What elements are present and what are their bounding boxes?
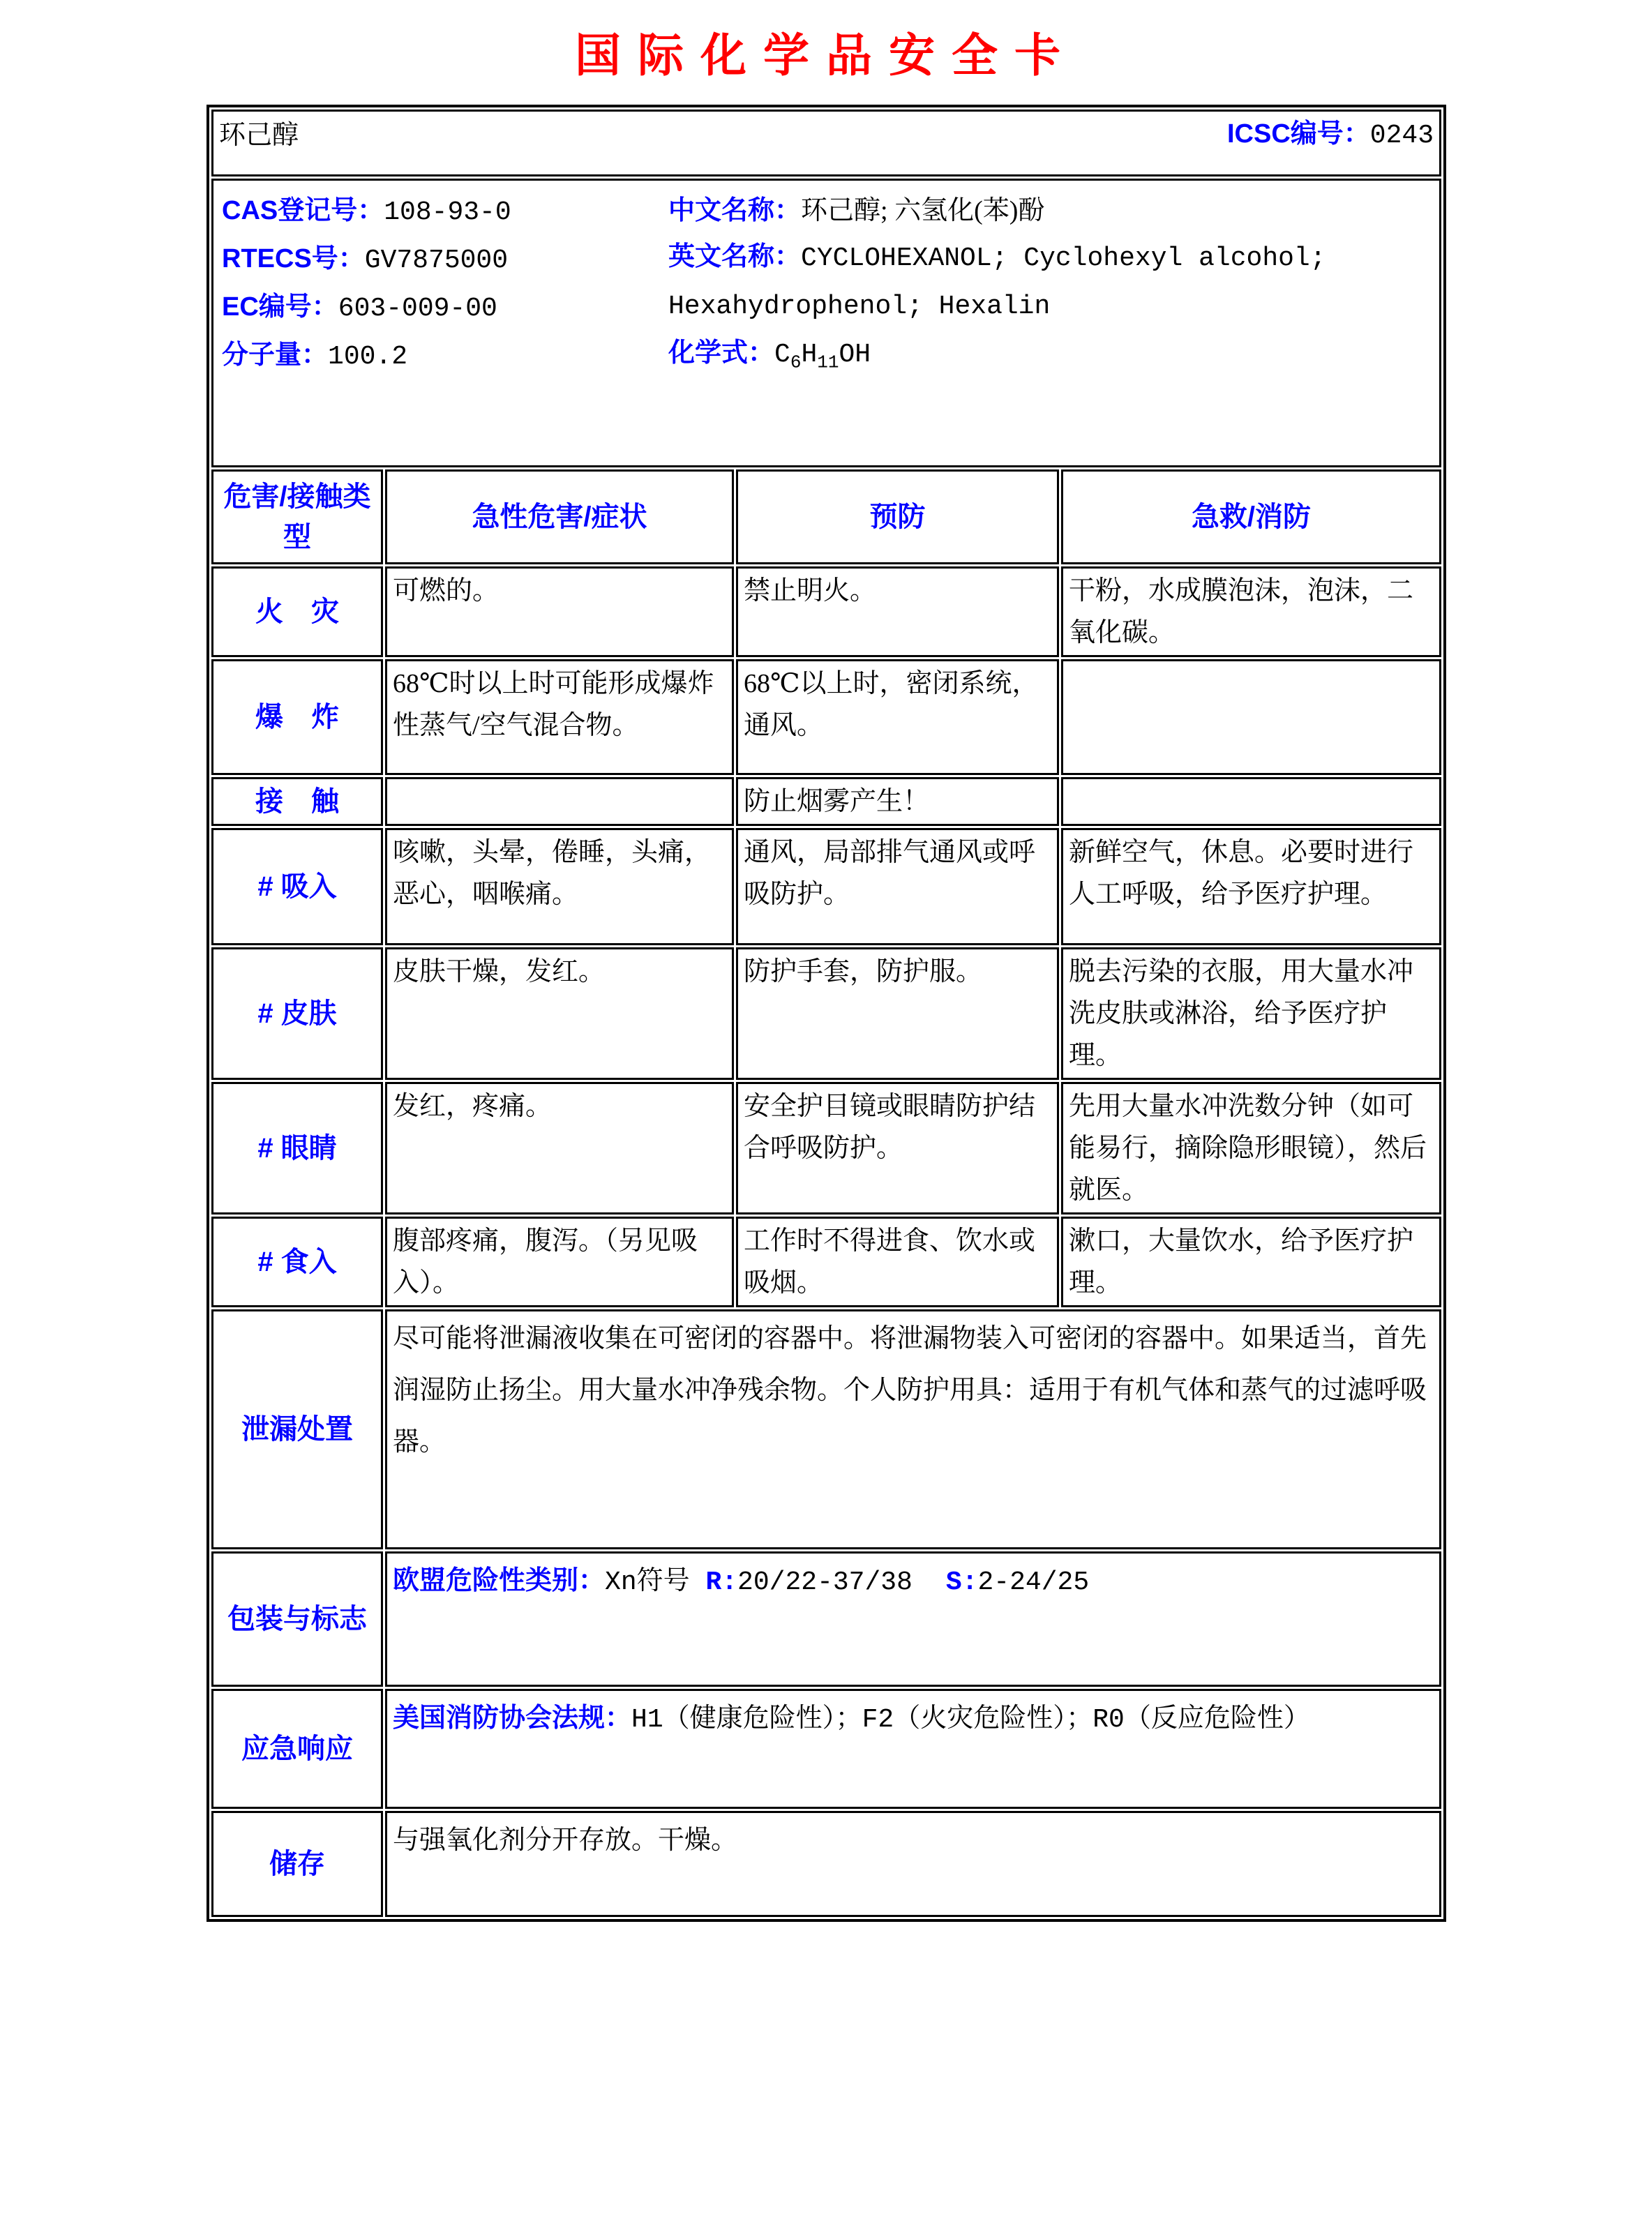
chemical-name: 环己醇 <box>219 120 299 150</box>
contact-prevention-cell: 防止烟雾产生！ <box>736 777 1059 826</box>
row-label-eyes: # 眼睛 <box>211 1082 383 1214</box>
skin-symptom-cell: 皮肤干燥，发红。 <box>385 947 734 1080</box>
formula-line <box>668 330 1432 378</box>
col-header-symptoms: 急性危害/症状 <box>385 469 734 564</box>
english-name-line <box>668 234 1432 330</box>
fire-symptom-cell: 可燃的。 <box>385 566 734 657</box>
chinese-name-value: 环己醇; 六氢化(苯)酚 <box>801 196 1045 225</box>
row-label-skin: # 皮肤 <box>211 947 383 1080</box>
xn-symbol: Xn符号 <box>605 1567 706 1597</box>
row-label-spill: 泄漏处置 <box>211 1309 383 1549</box>
ec-value: 603-009-00 <box>338 294 497 324</box>
formula-value: $C_6H_{11}OH$ <box>774 340 871 373</box>
table-row <box>211 1689 1441 1809</box>
icsc-number <box>1227 113 1434 157</box>
formula-label: 化学式： <box>668 338 775 368</box>
contact-symptom-cell <box>385 777 734 826</box>
row-label-emergency: 应急响应 <box>211 1689 383 1809</box>
row-label-ingestion: # 食入 <box>211 1217 383 1307</box>
table-row <box>211 947 1441 1080</box>
contact-firstaid-cell <box>1061 777 1441 826</box>
explosion-firstaid-cell <box>1061 659 1441 775</box>
inhalation-firstaid-cell: 新鲜空气，休息。必要时进行人工呼吸，给予医疗护理。 <box>1061 828 1441 945</box>
cas-label: CAS登记号： <box>222 196 384 225</box>
icsc-card-table <box>206 105 1446 1922</box>
row-label-inhalation: # 吸入 <box>211 828 383 945</box>
cas-line <box>222 188 511 236</box>
explosion-symptom-cell: 68℃时以上时可能形成爆炸性蒸气/空气混合物。 <box>385 659 734 775</box>
storage-content-cell: 与强氧化剂分开存放。干燥。 <box>385 1811 1441 1917</box>
nfpa-label: 美国消防协会法规： <box>393 1704 632 1733</box>
row-label-contact: 接 触 <box>211 777 383 826</box>
names-right-block <box>668 188 1432 378</box>
chinese-name-line <box>668 188 1432 234</box>
table-row <box>211 659 1441 775</box>
ingestion-firstaid-cell: 漱口，大量饮水，给予医疗护理。 <box>1061 1217 1441 1307</box>
table-row <box>211 828 1441 945</box>
chinese-name-label: 中文名称： <box>668 196 802 225</box>
ingestion-prevention-cell: 工作时不得进食、饮水或吸烟。 <box>736 1217 1059 1307</box>
rtecs-line <box>222 236 511 284</box>
explosion-prevention-cell: 68℃以上时，密闭系统，通风。 <box>736 659 1059 775</box>
row-label-fire: 火 灾 <box>211 566 383 657</box>
page-title: 国际化学品安全卡 <box>575 28 1077 82</box>
cas-value: 108-93-0 <box>384 197 511 227</box>
icsc-number-label: ICSC编号： <box>1226 119 1370 149</box>
table-header-row <box>211 469 1441 564</box>
fire-firstaid-cell: 干粉，水成膜泡沫，泡沫，二氧化碳。 <box>1061 566 1441 657</box>
ingestion-symptom-cell: 腹部疼痛，腹泻。（另见吸入）。 <box>385 1217 734 1307</box>
r-phrases-label: R: <box>705 1567 738 1597</box>
table-row <box>211 1309 1441 1549</box>
emergency-content-cell <box>385 1689 1441 1809</box>
table-row <box>211 566 1441 657</box>
spill-content-cell: 尽可能将泄漏液收集在可密闭的容器中。将泄漏物装入可密闭的容器中。如果适当，首先润湿防止扬尘。用大量水冲净残余物。个人防护用具：适用于有机气体和蒸气的过滤呼吸器。 <box>385 1309 1441 1549</box>
mw-label: 分子量： <box>222 340 329 370</box>
col-header-prevention: 预防 <box>736 469 1059 564</box>
eyes-prevention-cell: 安全护目镜或眼睛防护结合呼吸防护。 <box>736 1082 1059 1214</box>
table-row <box>211 1082 1441 1214</box>
row-label-packaging: 包装与标志 <box>211 1551 383 1687</box>
skin-prevention-cell: 防护手套，防护服。 <box>736 947 1059 1080</box>
table-row <box>211 1811 1441 1917</box>
nfpa-value: H1（健康危险性）；F2（火灾危险性）；R0（反应危险性） <box>631 1705 1310 1735</box>
rtecs-value: GV7875000 <box>364 246 509 276</box>
col-header-hazard-type: 危害/接触类型 <box>211 469 383 564</box>
english-name-label: 英文名称： <box>668 242 802 271</box>
mw-line <box>222 332 511 380</box>
english-name-value: CYCLOHEXANOL; Cyclohexyl alcohol; Hexahydrophenol; Hexalin <box>668 243 1326 322</box>
row-label-explosion: 爆 炸 <box>211 659 383 775</box>
rtecs-label: RTECS号： <box>222 244 365 273</box>
s-phrases-value: 2-24/25 <box>977 1567 1090 1597</box>
s-phrases-label: S: <box>945 1567 978 1597</box>
ec-label: EC编号： <box>222 292 338 322</box>
row-label-storage: 储存 <box>211 1811 383 1917</box>
col-header-firstaid: 急救/消防 <box>1061 469 1441 564</box>
packaging-content-cell <box>385 1551 1441 1687</box>
inhalation-symptom-cell: 咳嗽，头晕，倦睡，头痛，恶心，咽喉痛。 <box>385 828 734 945</box>
r-phrases-value: 20/22-37/38 <box>737 1567 913 1597</box>
identifiers-cell <box>211 179 1441 467</box>
identifiers-left-block <box>222 188 511 380</box>
inhalation-prevention-cell: 通风，局部排气通风或呼吸防护。 <box>736 828 1059 945</box>
eyes-symptom-cell: 发红，疼痛。 <box>385 1082 734 1214</box>
table-row <box>211 179 1441 467</box>
table-row <box>211 110 1441 176</box>
table-row <box>211 777 1441 826</box>
skin-firstaid-cell: 脱去污染的衣服，用大量水冲洗皮肤或淋浴，给予医疗护理。 <box>1061 947 1441 1080</box>
icsc-number-value: 0243 <box>1369 121 1434 151</box>
fire-prevention-cell: 禁止明火。 <box>736 566 1059 657</box>
card-header-cell <box>211 110 1441 176</box>
mw-value: 100.2 <box>328 342 408 372</box>
ec-line <box>222 284 511 332</box>
eyes-firstaid-cell: 先用大量水冲洗数分钟（如可能易行，摘除隐形眼镜），然后就医。 <box>1061 1082 1441 1214</box>
eu-hazard-class-label: 欧盟危险性类别： <box>393 1566 606 1595</box>
table-row <box>211 1551 1441 1687</box>
table-row <box>211 1217 1441 1307</box>
